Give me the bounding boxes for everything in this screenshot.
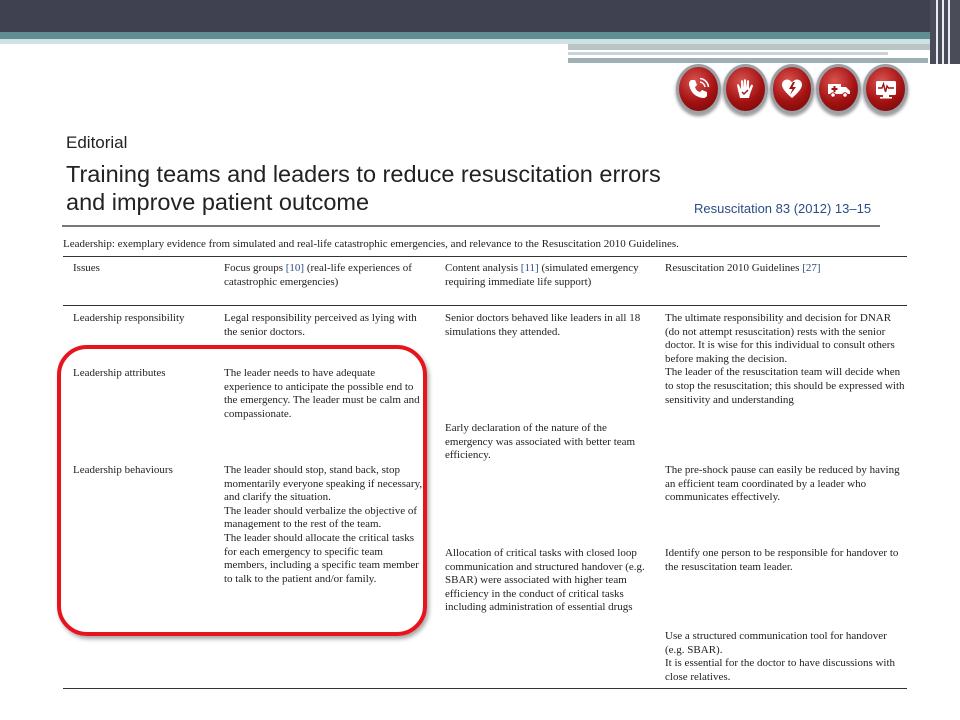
header-divider (62, 225, 880, 227)
article-title-line: Training teams and leaders to reduce resuscitation errors (66, 161, 661, 187)
header-focus-groups-label: Focus groups (224, 262, 283, 274)
reference-link[interactable]: [11] (520, 262, 539, 274)
journal-citation: Resuscitation 83 (2012) 13–15 (694, 201, 872, 216)
table-bottom-rule (63, 688, 907, 689)
header-focus-groups-detail: (real-life experiences of catastrophic emergencies) (224, 262, 412, 288)
header-content-analysis-detail: (simulated emergency requiring immediate life support) (445, 262, 639, 288)
table-caption: Leadership: exemplary evidence from simulated and real-life catastrophic emergencies, and relevance to the Resuscitation 2010 Guidelines. (63, 238, 679, 250)
heart-icon (770, 64, 815, 114)
header-content-analysis-label: Content analysis (445, 262, 519, 274)
reference-link[interactable]: [10] (285, 262, 305, 274)
slide-corner-decoration (930, 0, 960, 64)
row-issue-behaviours: Leadership behaviours (73, 464, 173, 476)
emergency-icon-strip (676, 64, 908, 114)
row-focus-responsibility: Legal responsibility perceived as lying with the senior doctors. (224, 312, 417, 338)
row-focus-behaviours: The leader should stop, stand back, stop momentarily everyone speaking if necessary, and clarify the situation. The leader should verbalize the objective of management to the rest of the team. The leader should allocate the critical tasks for each emergency to specific team members, including a specific team member to talk to the patient and/or family. (224, 464, 423, 585)
hand-icon (723, 64, 768, 114)
row-guidelines-responsibility: The ultimate responsibility and decision for DNAR (do not attempt resuscitation) rests with the senior doctor. It is wise for this individual to consult others before making the decision. The leader of the resuscitation team will decide when to stop the resuscitation; this should be expressed with sensitivity and understanding (665, 312, 905, 406)
highlight-callout (57, 345, 427, 636)
header-guidelines-label: Resuscitation 2010 Guidelines (665, 262, 800, 274)
row-content-responsibility: Senior doctors behaved like leaders in all 18 simulations they attended. (445, 312, 641, 338)
table-header-rule (63, 305, 907, 306)
ambulance-icon (816, 64, 861, 114)
row-content-attributes: Early declaration of the nature of the emergency was associated with better team efficiency. (445, 422, 636, 462)
slide-grey-band (568, 52, 888, 55)
ecg-monitor-icon (863, 64, 908, 114)
row-guidelines-behaviours-c: Use a structured communication tool for handover (e.g. SBAR). It is essential for the doctor to have discussions with close relatives. (665, 630, 896, 683)
article-title-line: and improve patient outcome (66, 189, 370, 215)
row-content-behaviours: Allocation of critical tasks with closed loop communication and structured handover (e.g. SBAR) were associated with higher team efficiency in the conduct of critical tasks including administration of essential drugs (445, 547, 645, 614)
phone-icon (676, 64, 721, 114)
header-issues: Issues (73, 262, 100, 274)
row-issue-responsibility: Leadership responsibility (73, 312, 185, 324)
slide-grey-band (568, 58, 928, 63)
article-title (66, 160, 666, 216)
slide-grey-band (568, 44, 938, 50)
slide-teal-band (0, 32, 930, 39)
row-guidelines-behaviours-b: Identify one person to be responsible for handover to the resuscitation team leader. (665, 547, 899, 573)
reference-link[interactable]: [27] (802, 262, 821, 274)
slide-top-bar (0, 0, 960, 32)
row-guidelines-behaviours-a: The pre-shock pause can easily be reduced by having an efficient team coordinated by a leader who communicates effectively. (665, 464, 900, 504)
article-section-label: Editorial (66, 133, 128, 152)
row-issue-attributes: Leadership attributes (73, 367, 166, 379)
header-guidelines (665, 262, 905, 276)
header-focus-groups (224, 262, 424, 289)
header-content-analysis (445, 262, 645, 289)
table-top-rule (63, 256, 907, 257)
row-focus-attributes: The leader needs to have adequate experience to anticipate the possible end to the emergency. The leader must be calm and compassionate. (224, 367, 420, 420)
